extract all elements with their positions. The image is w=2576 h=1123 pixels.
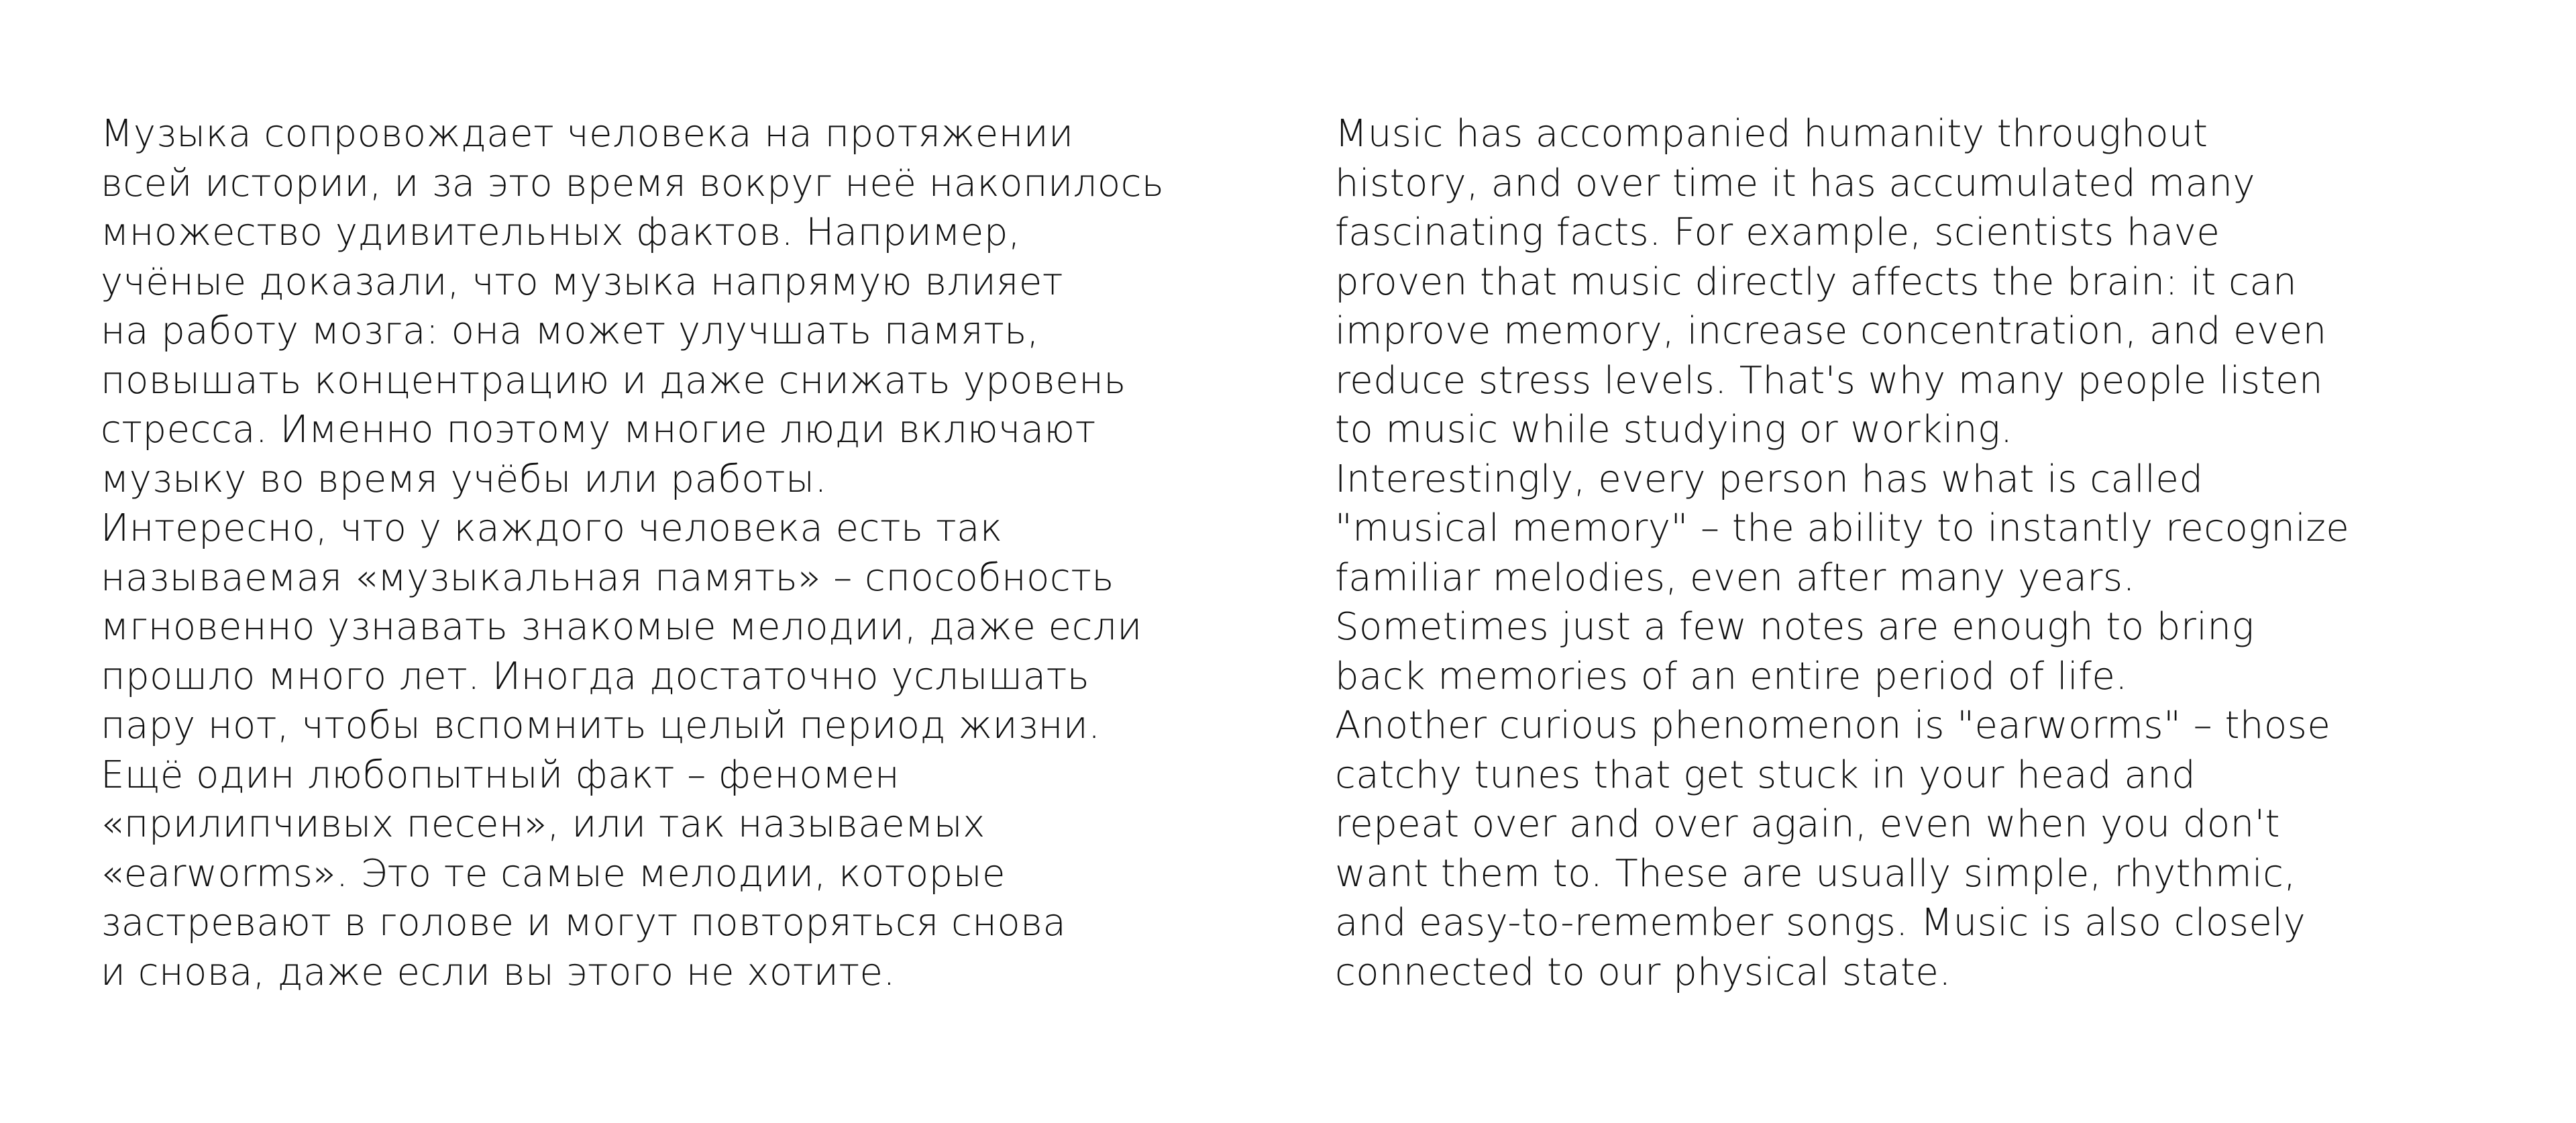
text-line: повышать концентрацию и даже снижать уровень xyxy=(101,358,1126,403)
text-line: «прилипчивых песен», или так называемых xyxy=(101,802,985,846)
text-line: множество удивительных фактов. Например, xyxy=(101,211,1021,254)
text-line: fascinating facts. For example, scientists have xyxy=(1335,211,2220,254)
text-line: «earworms». Это те самые мелодии, которые xyxy=(101,851,1006,896)
text-line: стресса. Именно поэтому многие люди включают xyxy=(101,408,1096,451)
text-line: всей истории, и за это время вокруг неё накопилось xyxy=(101,161,1165,205)
text-line: учёные доказали, что музыка напрямую влияет xyxy=(101,260,1064,304)
text-line: reduce stress levels. That's why many people listen xyxy=(1335,358,2323,403)
russian-text-column xyxy=(101,109,1308,997)
text-line: history, and over time it has accumulated many xyxy=(1335,161,2256,205)
text-line: Interestingly, every person has what is called xyxy=(1335,457,2204,501)
text-line: "musical memory" – the ability to instantly recognize xyxy=(1335,506,2350,550)
text-line: Another curious phenomenon is "earworms" – those xyxy=(1335,704,2331,747)
text-line: proven that music directly affects the brain: it can xyxy=(1335,260,2298,304)
text-line: improve memory, increase concentration, and even xyxy=(1335,309,2327,353)
text-line: catchy tunes that get stuck in your head and xyxy=(1335,753,2196,797)
text-line: repeat over and over again, even when you don't xyxy=(1335,802,2280,846)
text-line: connected to our physical state. xyxy=(1335,950,1951,994)
text-line: Музыка сопровождает человека на протяжении xyxy=(101,112,1074,156)
text-line: Интересно, что у каждого человека есть так xyxy=(101,506,1003,550)
text-line: пару нот, чтобы вспомнить целый период жизни. xyxy=(101,704,1101,747)
text-line: Ещё один любопытный факт – феномен xyxy=(101,753,900,797)
text-line: и снова, даже если вы этого не хотите. xyxy=(101,950,896,994)
text-line: familiar melodies, even after many years. xyxy=(1335,555,2135,600)
text-line: Sometimes just a few notes are enough to bring xyxy=(1335,605,2255,649)
text-line: на работу мозга: она может улучшать память, xyxy=(101,309,1040,353)
text-line: back memories of an entire period of life. xyxy=(1335,654,2128,698)
text-line: музыку во время учёбы или работы. xyxy=(101,457,827,501)
text-line: want them to. These are usually simple, rhythmic, xyxy=(1335,851,2296,896)
text-line: застревают в голове и могут повторяться снова xyxy=(101,901,1067,945)
text-line: to music while studying or working. xyxy=(1335,408,2013,451)
text-line: and easy-to-remember songs. Music is also closely xyxy=(1335,901,2306,945)
text-line: называемая «музыкальная память» – способность xyxy=(101,555,1114,600)
english-text-column xyxy=(1335,109,2542,997)
text-line: Music has accompanied humanity throughout xyxy=(1335,112,2208,156)
text-line: прошло много лет. Иногда достаточно услышать xyxy=(101,654,1090,698)
text-line: мгновенно узнавать знакомые мелодии, даже если xyxy=(101,605,1142,649)
